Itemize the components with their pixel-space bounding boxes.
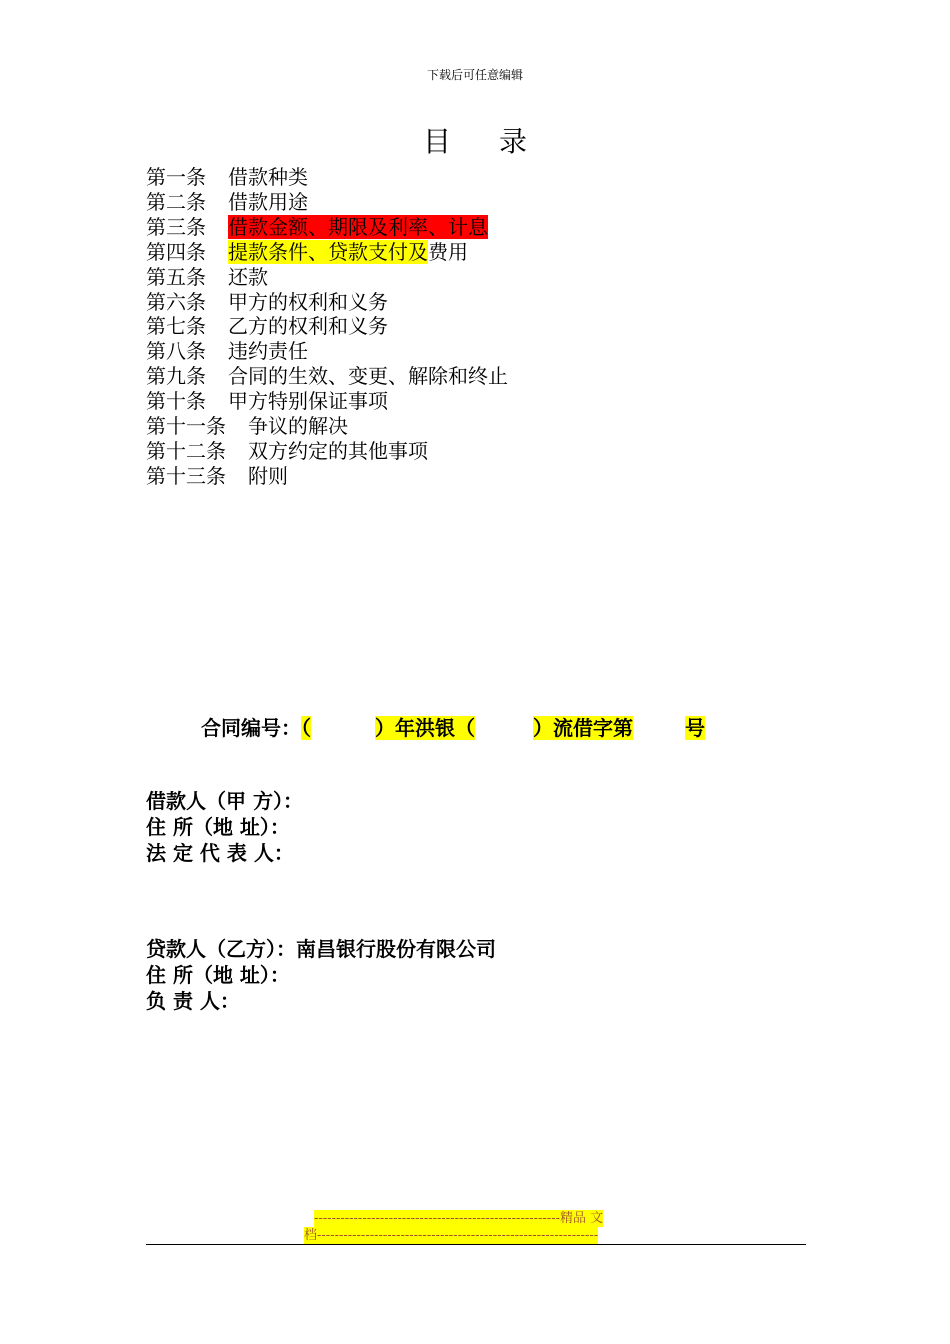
lender-name-label: 贷款人（乙方）：南昌银行股份有限公司 [146,937,496,961]
toc-item-number: 第十条 [146,389,206,414]
footer-rule [146,1244,806,1245]
toc-item-title: 甲方的权利和义务 [228,289,388,314]
toc-item-number: 第六条 [146,289,206,314]
toc-item [146,240,508,265]
toc-item-title: 提款条件、贷款支付及 [228,239,428,264]
borrower-name-label: 借款人（甲 方）： [146,789,303,813]
lender-address-label: 住 所（地 址）： [146,963,290,987]
toc-item-number: 第五条 [146,264,206,289]
toc-item-title: 借款金额、期限及利率、计息 [228,214,488,239]
contract-number-suffix: 号 [685,716,705,740]
toc-item-number: 第四条 [146,239,206,264]
toc-title: 目录 [422,125,575,158]
table-of-contents [146,165,508,489]
toc-item-title: 甲方特别保证事项 [228,389,388,414]
borrower-address-label: 住 所（地 址）： [146,815,290,839]
toc-item-number: 第七条 [146,314,206,339]
lender-block [146,936,496,1014]
toc-item [146,215,508,240]
toc-item [146,414,508,439]
toc-item-title: 双方约定的其他事项 [248,438,428,463]
toc-item [146,339,508,364]
toc-item-number: 第十三条 [146,463,226,488]
contract-number-year-close: ）年洪银（ [375,716,475,740]
toc-item [146,165,508,190]
toc-item-number: 第一条 [146,165,206,189]
lender-head-label: 负 责 人： [146,989,240,1013]
toc-item-number: 第八条 [146,339,206,364]
toc-item-number: 第九条 [146,364,206,389]
contract-number-line [201,712,705,741]
header-note: 下载后可任意编辑 [426,68,523,82]
contract-number-code-close: ）流借字第 [533,716,633,740]
toc-item [146,464,508,489]
toc-item-title: 借款种类 [228,165,308,189]
toc-item-title: 争议的解决 [248,414,348,439]
toc-item-number: 第三条 [146,214,206,239]
toc-item [146,190,508,215]
borrower-representative-label: 法 定 代 表 人： [146,841,294,865]
footer-line-2: 档---------------------------------------------------------------- [304,1228,599,1243]
toc-item-title: 还款 [228,264,268,289]
toc-item-number: 第二条 [146,189,206,214]
toc-item-title: 借款用途 [228,189,308,214]
toc-item [146,389,508,414]
contract-number-year-open: （ [301,716,311,740]
toc-item-title: 合同的生效、变更、解除和终止 [228,364,508,389]
footer-line-1: --------------------------------------------------------精品 文 [314,1211,604,1226]
toc-item [146,290,508,315]
toc-item [146,439,508,464]
toc-item-title-tail: 费用 [428,239,468,264]
contract-number-label: 合同编号： [201,716,301,740]
toc-item [146,364,508,389]
toc-item-title: 违约责任 [228,339,308,364]
toc-item-title: 附则 [248,463,288,488]
toc-item-number: 第十二条 [146,438,226,463]
toc-item [146,265,508,290]
toc-item-title: 乙方的权利和义务 [228,314,388,339]
borrower-block [146,788,303,866]
toc-item-number: 第十一条 [146,414,226,439]
toc-item [146,314,508,339]
